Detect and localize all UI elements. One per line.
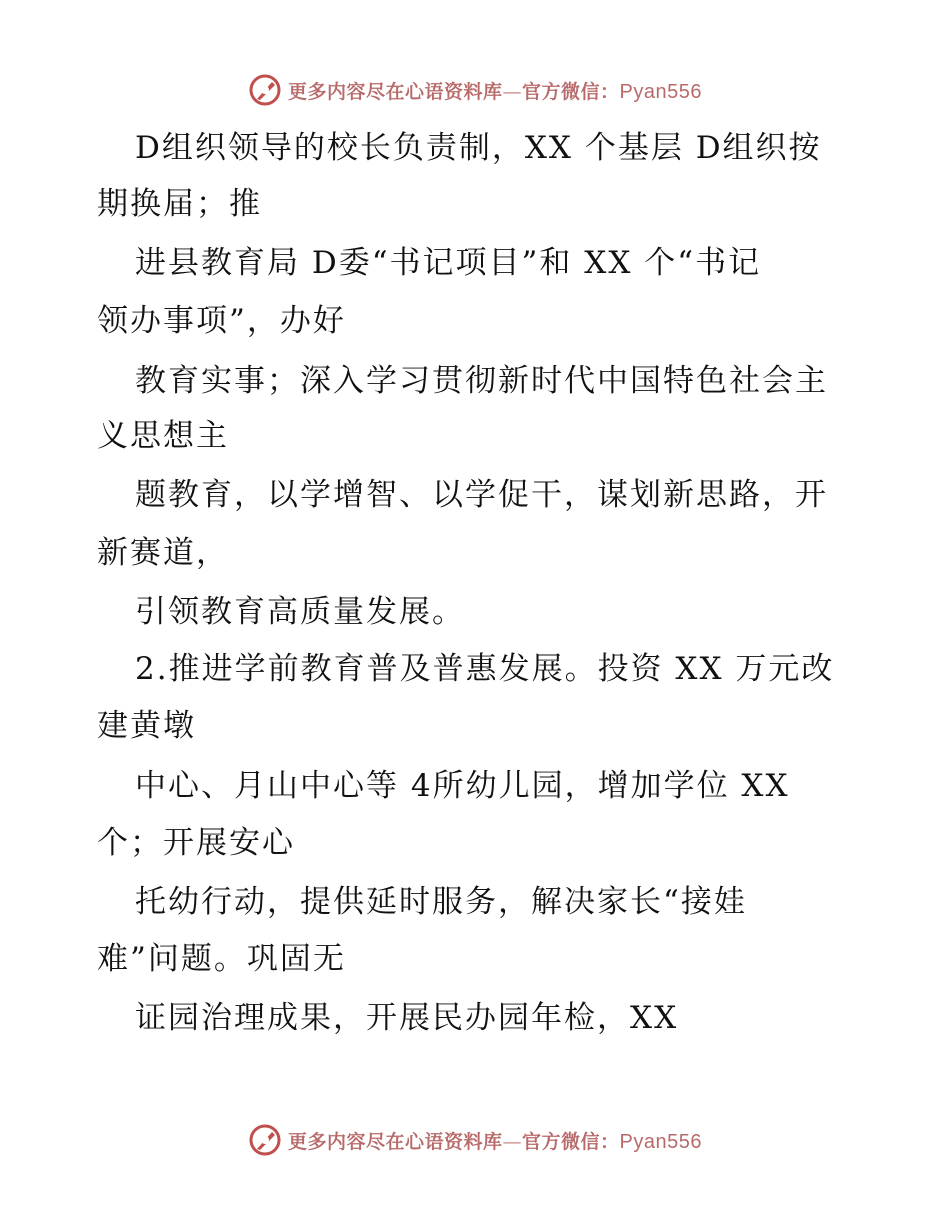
body-line-1: D组织领导的校长负责制，XX 个基层 D组织按 (135, 130, 822, 166)
quill-circle-icon (248, 1123, 282, 1157)
body-line-13: 个；开展安心 (97, 825, 295, 861)
footer-watermark-inner (248, 1123, 702, 1157)
body-line-9: 引领教育高质量发展。 (135, 594, 465, 630)
header-dash: — (502, 80, 523, 103)
body-line-15: 难”问题。巩固无 (97, 941, 346, 977)
body-line-4: 领办事项”，办好 (97, 303, 346, 339)
header-wechat-id: Pyan556 (619, 80, 702, 103)
body-line-16: 证园治理成果，开展民办园年检，XX (135, 1000, 679, 1036)
footer-dash: — (502, 1130, 523, 1153)
footer-wechat-id: Pyan556 (619, 1130, 702, 1153)
body-line-11: 建黄墩 (97, 708, 196, 744)
header-watermark-inner (248, 73, 702, 107)
footer-wechat-label: 官方微信： (522, 1130, 620, 1153)
body-line-8: 新赛道， (97, 535, 229, 571)
body-line-3: 进县教育局 D委“书记项目”和 XX 个“书记 (135, 245, 762, 281)
body-line-10: 2.推进学前教育普及普惠发展。投资 XX 万元改 (135, 651, 835, 687)
body-line-2: 期换届；推 (97, 186, 262, 222)
body-line-7: 题教育，以学增智、以学促干，谋划新思路，开 (135, 477, 828, 513)
header-site-name: 更多内容尽在心语资料库 (288, 80, 503, 103)
footer-watermark-text (288, 1127, 702, 1154)
body-line-5: 教育实事；深入学习贯彻新时代中国特色社会主 (135, 363, 828, 399)
footer-watermark (0, 1120, 950, 1160)
header-wechat-label: 官方微信： (522, 80, 620, 103)
footer-site-name: 更多内容尽在心语资料库 (288, 1130, 503, 1153)
header-watermark (0, 70, 950, 110)
quill-circle-icon (248, 73, 282, 107)
header-watermark-text (288, 77, 702, 104)
body-line-12: 中心、月山中心等 4所幼儿园，增加学位 XX (135, 768, 790, 804)
body-line-14: 托幼行动，提供延时服务，解决家长“接娃 (135, 884, 747, 920)
body-line-6: 义思想主 (97, 418, 229, 454)
